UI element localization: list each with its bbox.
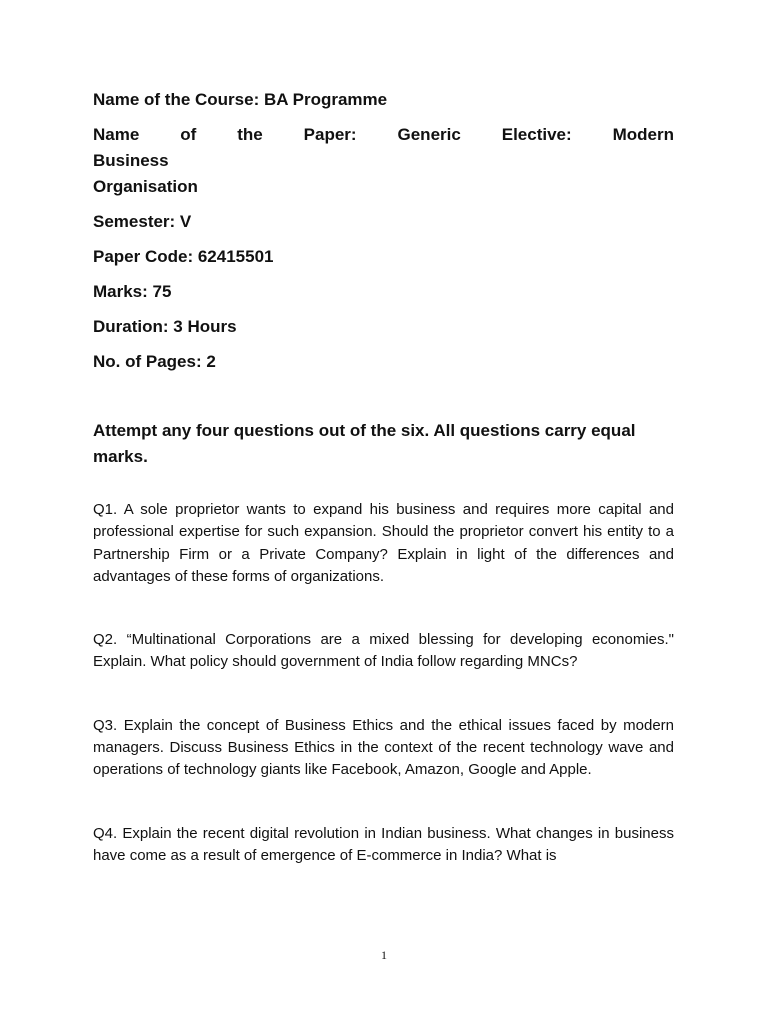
instructions: Attempt any four questions out of the six. All questions carry equal marks. bbox=[93, 421, 636, 466]
paper-name-continued: Organisation bbox=[93, 177, 198, 196]
question-3: Q3. Explain the concept of Business Ethics and the ethical issues faced by modern managers. Discuss Business Ethics in the context of the recent technology wave and operations of technology giants like Facebook, Amazon, Google and Apple. bbox=[93, 716, 674, 779]
page-count: No. of Pages: 2 bbox=[93, 352, 216, 371]
question-1: Q1. A sole proprietor wants to expand his business and requires more capital and professional expertise for such expansion. Should the proprietor convert his entity to a Partnership Firm or a Private Company? Explain in light of the differences and advantages of these forms of organizations. bbox=[93, 501, 674, 585]
page-number: 1 bbox=[381, 948, 387, 962]
exam-page bbox=[93, 87, 674, 867]
question-4: Q4. Explain the recent digital revolution in Indian business. What changes in business have come as a result of emergence of E-commerce in India? What is bbox=[93, 824, 674, 864]
paper-code: Paper Code: 62415501 bbox=[93, 247, 274, 266]
duration: Duration: 3 Hours bbox=[93, 317, 237, 336]
semester: Semester: V bbox=[93, 212, 192, 231]
paper-name: Name of the Paper: Generic Elective: Modern Business bbox=[93, 125, 674, 170]
question-2: Q2. “Multinational Corporations are a mixed blessing for developing economies." Explain. What policy should government of India follow regarding MNCs? bbox=[93, 631, 674, 671]
course-name: Name of the Course: BA Programme bbox=[93, 90, 388, 109]
marks: Marks: 75 bbox=[93, 282, 172, 301]
